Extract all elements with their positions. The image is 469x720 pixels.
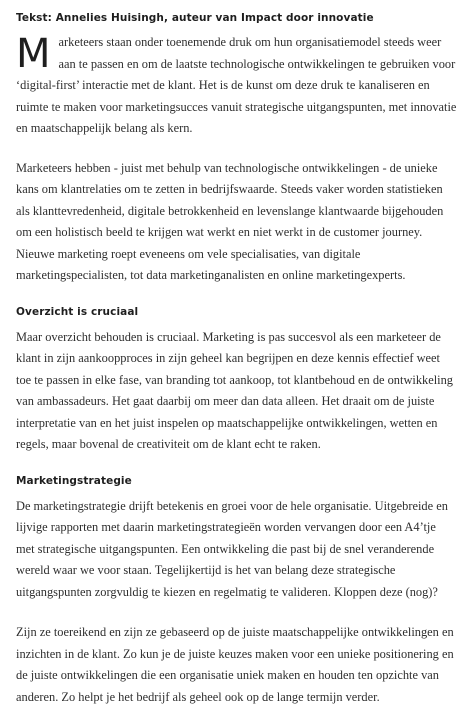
section-heading-marketingstrategie: Marketingstrategie bbox=[16, 474, 132, 487]
intro-text: arketeers staan onder toenemende druk om hun organisatiemodel steeds weer aan te passen en om de laatste technologische ontwikkelingen te gebruiken voor ‘digital-first’ interactie met de klant. Het is de kunst om deze druk te kanaliseren en ruimte te maken voor marketingsucces vanuit strategische uitgangspunten, met innovatie en maatschappelijk belang als kern. bbox=[16, 35, 457, 135]
article-byline: Tekst: Annelies Huisingh, auteur van Impact door innovatie bbox=[16, 12, 374, 24]
article bbox=[16, 12, 457, 708]
section-heading-overzicht: Overzicht is cruciaal bbox=[16, 305, 139, 318]
drop-cap: M bbox=[16, 31, 51, 77]
intro-paragraph bbox=[16, 32, 457, 140]
body-paragraph: Marketeers hebben - juist met behulp van technologische ontwikkelingen - de unieke kans om klantrelaties om te zetten in bedrijfswaarde. Steeds vaker worden statistieken als klanttevredenheid, digitale betrokkenheid en levenslange klantwaarde bijgehouden om een holistisch beeld te krijgen wat werkt en niet werkt in de customer journey. Nieuwe marketing roept eveneens om vele specialisaties, van digitale marketingspecialisten, tot data marketinganalisten en online marketingexperts. bbox=[16, 160, 444, 282]
body-paragraph: Maar overzicht behouden is cruciaal. Marketing is pas succesvol als een marketeer de klant in zijn aankoopproces in zijn geheel kan begrijpen en deze kennis effectief weet toe te passen in elke fase, van branding tot aankoop, tot klantbehoud en de ontwikkeling van ambassadeurs. Het gaat daarbij om meer dan data alleen. Het draait om de juiste interpretatie van en het juist inspelen op maatschappelijke ontwikkelingen, wetten en regels, maar bovenal de creativiteit om de klant echt te raken. bbox=[16, 329, 453, 451]
body-paragraph: Zijn ze toereikend en zijn ze gebaseerd op de juiste maatschappelijke ontwikkelingen en inzichten in de klant. Zo kun je de juiste keuzes maken voor een unieke positionering en de juiste ontwikkelingen die een organisatie uniek maken en houden ten opzichte van anderen. Zo helpt je het bedrijf als geheel ook op de lange termijn verder. bbox=[16, 625, 454, 704]
body-paragraph: De marketingstrategie drijft betekenis en groei voor de hele organisatie. Uitgebreide en lijvige rapporten met daarin marketingstrategieën worden vervangen door een A4’tje met strategische uitgangspunten. Een ontwikkeling die past bij de snel veranderende wereld waar we voor staan. Tegelijkertijd is het van belang deze strategische uitgangspunten zorgvuldig te kiezen en regelmatig te valideren. Kloppen deze (nog)? bbox=[16, 498, 448, 599]
